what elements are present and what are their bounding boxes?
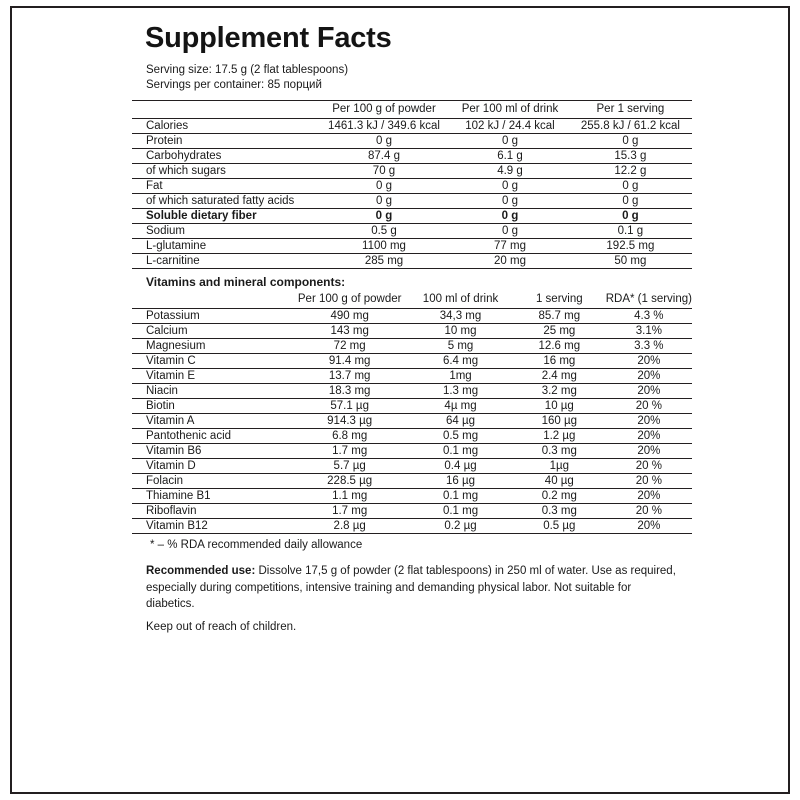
row-value: 143 mg (291, 324, 408, 339)
row-value: 0 g (451, 179, 569, 194)
vit-column-header-rda: RDA* (1 serving) (605, 293, 692, 305)
row-value: 0.1 mg (408, 489, 513, 504)
row-value: 1.7 mg (291, 504, 408, 519)
row-value: 20% (606, 519, 692, 534)
vit-column-header-per-100g: Per 100 g of powder (297, 293, 402, 305)
row-value: 1.7 mg (291, 444, 408, 459)
row-value: 0.5 g (317, 224, 451, 239)
table-row (132, 309, 692, 324)
servings-per-container-value: 85 порций (267, 79, 322, 91)
serving-size-line (146, 63, 692, 78)
row-label: Vitamin D (132, 459, 291, 474)
row-label: Carbohydrates (132, 149, 317, 164)
row-label: Calories (146, 120, 189, 132)
row-label: Magnesium (132, 339, 291, 354)
row-value: 2.4 mg (513, 369, 606, 384)
row-value: 1mg (408, 369, 513, 384)
row-value: 3.2 mg (513, 384, 606, 399)
row-value: 0.4 µg (408, 459, 513, 474)
row-value: 0 g (451, 224, 569, 239)
row-value: 85.7 mg (513, 309, 606, 324)
column-header-blank (132, 101, 317, 119)
keep-out-of-reach-text: Keep out of reach of children. (146, 620, 297, 633)
row-value: 20 % (606, 459, 692, 474)
row-value: 255.8 kJ / 61.2 kcal (580, 120, 680, 132)
row-value: 102 kJ / 24.4 kcal (465, 120, 555, 132)
row-value: 914.3 µg (291, 414, 408, 429)
recommended-use-text: Dissolve 17,5 g of powder (2 flat tablespoons) in 250 ml of water. Use as required, especially during competitions, intensive training and demanding physical labor. Not suitable for diabetics. (146, 565, 676, 610)
row-value: 1µg (513, 459, 606, 474)
row-label: Vitamin B6 (132, 444, 291, 459)
row-label: Fat (132, 179, 317, 194)
vit-column-header-per-100ml: 100 ml of drink (422, 293, 499, 305)
row-value: 0.1 mg (408, 444, 513, 459)
row-label: of which sugars (132, 164, 317, 179)
vitamins-table (132, 291, 692, 534)
row-value: 0 g (451, 134, 569, 149)
table-row (132, 354, 692, 369)
row-value: 1.1 mg (291, 489, 408, 504)
recommended-use-block (146, 563, 678, 613)
table-row (132, 324, 692, 339)
row-value: 0 g (451, 209, 569, 224)
row-value: 0.3 mg (513, 504, 606, 519)
row-value: 1100 mg (317, 239, 451, 254)
row-value: 20% (606, 354, 692, 369)
row-label: Thiamine B1 (132, 489, 291, 504)
row-value: 4.9 g (451, 164, 569, 179)
row-value: 25 mg (513, 324, 606, 339)
row-value: 77 mg (451, 239, 569, 254)
row-value: 16 mg (513, 354, 606, 369)
row-value: 6.8 mg (291, 429, 408, 444)
row-value: 160 µg (513, 414, 606, 429)
row-value: 87.4 g (317, 149, 451, 164)
row-value: 64 µg (408, 414, 513, 429)
row-label: Pantothenic acid (132, 429, 291, 444)
vitamins-table-body (132, 309, 692, 534)
row-value: 20% (606, 369, 692, 384)
row-value: 15.3 g (569, 149, 692, 164)
row-value: 0.5 mg (408, 429, 513, 444)
row-value: 20% (606, 414, 692, 429)
row-value: 12.6 mg (513, 339, 606, 354)
table-row (132, 254, 692, 269)
row-value: 40 µg (513, 474, 606, 489)
rda-footnote: * – % RDA recommended daily allowance (150, 539, 363, 551)
row-value: 20% (606, 384, 692, 399)
row-label: Vitamin C (132, 354, 291, 369)
row-value: 2.8 µg (291, 519, 408, 534)
row-label: L-carnitine (132, 254, 317, 269)
row-value: 228.5 µg (291, 474, 408, 489)
table-row (132, 504, 692, 519)
row-value: 0 g (317, 134, 451, 149)
recommended-use-label: Recommended use: (146, 565, 256, 577)
table-row (132, 194, 692, 209)
row-value: 0.5 µg (513, 519, 606, 534)
nutrition-table (132, 100, 692, 269)
row-value: 0 g (451, 194, 569, 209)
row-value: 70 g (317, 164, 451, 179)
row-value: 20 % (606, 474, 692, 489)
row-value: 0 g (569, 134, 692, 149)
row-value: 20% (606, 429, 692, 444)
row-value: 4.3 % (606, 309, 692, 324)
row-label: Folacin (132, 474, 291, 489)
row-value: 192.5 mg (569, 239, 692, 254)
table-row (132, 339, 692, 354)
table-row (132, 119, 692, 134)
vitamins-header-row (132, 291, 692, 309)
row-label: Sodium (132, 224, 317, 239)
row-value: 10 µg (513, 399, 606, 414)
row-label: Niacin (132, 384, 291, 399)
row-value: 1.3 mg (408, 384, 513, 399)
row-value: 20% (606, 489, 692, 504)
table-row (132, 459, 692, 474)
row-value: 72 mg (291, 339, 408, 354)
servings-per-container-line (146, 78, 692, 93)
column-header-per-100ml: Per 100 ml of drink (451, 101, 569, 119)
row-label: Potassium (132, 309, 291, 324)
row-value: 1.2 µg (513, 429, 606, 444)
row-value: 18.3 mg (291, 384, 408, 399)
row-value: 0 g (317, 194, 451, 209)
row-value: 5.7 µg (291, 459, 408, 474)
table-row (132, 134, 692, 149)
row-value: 16 µg (408, 474, 513, 489)
row-value: 91.4 mg (291, 354, 408, 369)
table-row (132, 224, 692, 239)
row-label: Vitamin A (132, 414, 291, 429)
row-label: Vitamin B12 (132, 519, 291, 534)
row-value: 0.3 mg (513, 444, 606, 459)
row-value: 0.2 mg (513, 489, 606, 504)
supplement-facts-panel (10, 6, 790, 794)
column-header-per-100g: Per 100 g of powder (317, 101, 451, 119)
row-value: 0 g (569, 179, 692, 194)
table-row (132, 179, 692, 194)
row-value: 0 g (317, 209, 451, 224)
row-label: Vitamin E (132, 369, 291, 384)
row-value: 3.1% (606, 324, 692, 339)
row-value: 57.1 µg (291, 399, 408, 414)
row-value: 20 % (606, 504, 692, 519)
row-label: of which saturated fatty acids (132, 194, 317, 209)
servings-per-container-label: Servings per container: (146, 79, 265, 91)
table-row (132, 209, 692, 224)
table-row (132, 399, 692, 414)
table-row (132, 414, 692, 429)
row-value: 34,3 mg (408, 309, 513, 324)
row-value: 10 mg (408, 324, 513, 339)
row-value: 0 g (569, 209, 692, 224)
vitamins-section-title: Vitamins and mineral components: (146, 275, 346, 289)
table-row (132, 239, 692, 254)
nutrition-table-body (132, 119, 692, 269)
row-value: 6.4 mg (408, 354, 513, 369)
row-value: 20 % (606, 399, 692, 414)
table-row (132, 369, 692, 384)
row-label: Calcium (132, 324, 291, 339)
row-label: Biotin (132, 399, 291, 414)
column-header-per-serving: Per 1 serving (569, 101, 692, 119)
vit-column-header-blank (132, 291, 291, 309)
row-label: L-glutamine (132, 239, 317, 254)
row-value: 13.7 mg (291, 369, 408, 384)
table-row (132, 149, 692, 164)
vit-column-header-per-serving: 1 serving (535, 293, 583, 305)
table-header-row (132, 101, 692, 119)
row-value: 0.1 g (569, 224, 692, 239)
row-value: 12.2 g (569, 164, 692, 179)
row-value: 20% (606, 444, 692, 459)
table-row (132, 474, 692, 489)
row-value: 3.3 % (606, 339, 692, 354)
table-row (132, 164, 692, 179)
table-row (132, 429, 692, 444)
table-row (132, 384, 692, 399)
row-value: 5 mg (408, 339, 513, 354)
table-row (132, 519, 692, 534)
row-value: 6.1 g (451, 149, 569, 164)
supplement-facts-content (132, 16, 692, 633)
row-value: 285 mg (317, 254, 451, 269)
row-value: 20 mg (451, 254, 569, 269)
page-title: Supplement Facts (145, 22, 392, 54)
row-value: 4µ mg (408, 399, 513, 414)
row-value: 1461.3 kJ / 349.6 kcal (328, 120, 440, 132)
row-value: 0 g (317, 179, 451, 194)
row-label: Soluble dietary fiber (132, 209, 317, 224)
row-value: 490 mg (291, 309, 408, 324)
row-label: Riboflavin (132, 504, 291, 519)
row-value: 50 mg (569, 254, 692, 269)
table-row (132, 444, 692, 459)
row-value: 0 g (569, 194, 692, 209)
row-label: Protein (132, 134, 317, 149)
row-value: 0.2 µg (408, 519, 513, 534)
serving-size-label: Serving size: (146, 64, 212, 76)
row-value: 0.1 mg (408, 504, 513, 519)
table-row (132, 489, 692, 504)
serving-size-value: 17.5 g (2 flat tablespoons) (215, 64, 349, 76)
